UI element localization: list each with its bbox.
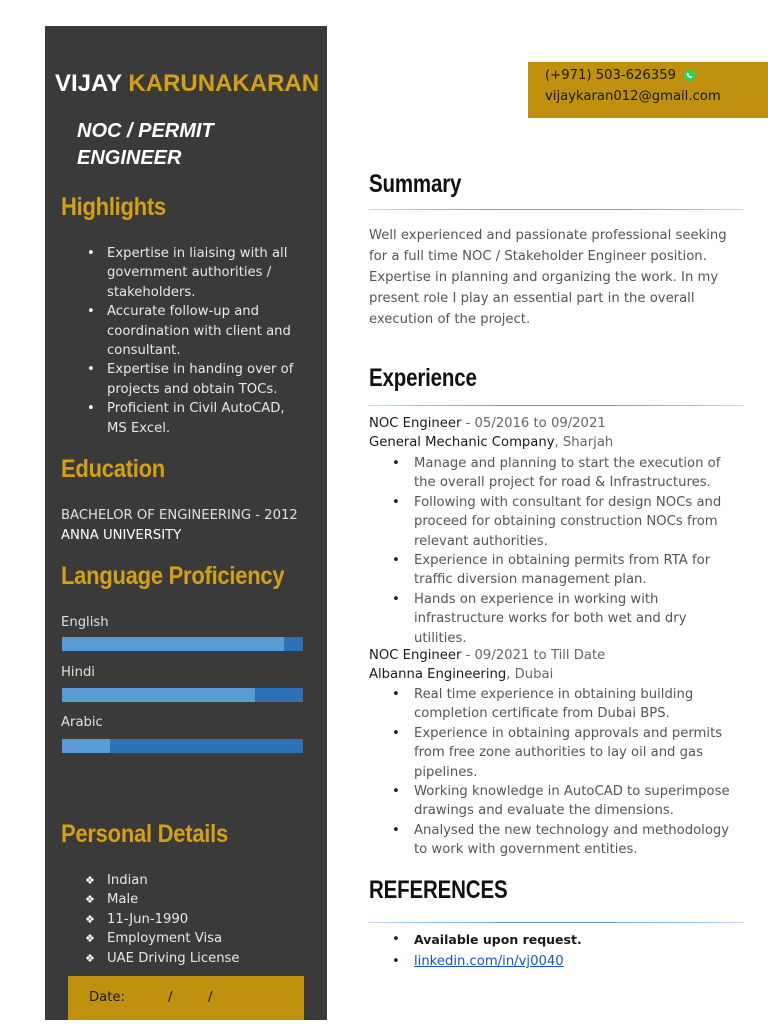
date-box [68,976,304,1020]
last-name: KARUNAKARAN [128,70,320,97]
responsibility-item: • Analysed the new technology and methodology to work with government entities. [392,821,732,860]
job-title [369,648,605,663]
education-university: ANNA UNIVERSITY [61,528,182,543]
contact-email[interactable]: vijaykaran012@gmail.com [545,89,721,104]
summary-text: Well experienced and passionate professional seeking for a full time NOC / Stakeholder Engineer position. Expertise in planning and organizing the work. In my present role I play an essential part in the overall execution of the project. [369,228,727,327]
reference-item [392,951,582,972]
contact-box [528,62,768,118]
highlight-item: • Proficient in Civil AutoCAD, MS Excel. [85,399,305,438]
language-level-fill [62,739,110,753]
company-name: General Mechanic Company [369,435,555,450]
date-label: Date: [89,990,125,1005]
language-level-fill [62,637,284,651]
personal-detail-item: ❖ UAE Driving License [85,949,240,968]
responsibility-item: • Hands on experience in working with infrastructure works for both wet and dry utilities. [392,590,732,648]
personal-detail-item: ❖ Male [85,890,240,909]
responsibility-item: • Experience in obtaining permits from RTA for traffic diversion management plan. [392,551,732,590]
highlight-item: • Expertise in handing over of projects and obtain TOCs. [85,360,305,399]
reference-item [392,929,582,951]
job-company [369,435,613,450]
language-heading: Language Proficiency [61,562,285,590]
personal-detail-item: ❖ 11-Jun-1990 [85,910,240,929]
education-degree: BACHELOR OF ENGINEERING - 2012 [61,508,298,523]
responsibility-item: • Working knowledge in AutoCAD to superimpose drawings and evaluate the dimensions. [392,782,732,821]
highlight-item: • Accurate follow-up and coordination with client and consultant. [85,302,305,360]
responsibility-item: • Manage and planning to start the execution of the overall project for road & Infrastructures. [392,454,732,493]
job-title [369,416,606,431]
company-location: , Sharjah [554,435,614,450]
references-heading: REFERENCES [369,876,508,904]
references-list [392,929,582,972]
candidate-name [55,70,319,98]
phone-number[interactable]: (+971) 503-626359 [545,68,676,83]
experience-heading: Experience [369,364,477,392]
section-divider [369,209,743,210]
language-name: English [61,615,109,630]
responsibility-item: • Real time experience in obtaining building completion certificate from Dubai BPS. [392,685,732,724]
language-name: Hindi [61,665,95,680]
job-dates: - 05/2016 to 09/2021 [461,416,606,431]
education-heading: Education [61,455,165,483]
personal-detail-item: ❖ Employment Visa [85,929,240,948]
responsibility-item: • Experience in obtaining approvals and permits from free zone authorities to lay oil and gas pipelines. [392,724,732,782]
job-dates: - 09/2021 to Till Date [461,648,606,663]
personal-detail-item: ❖ Indian [85,871,240,890]
language-name: Arabic [61,715,103,730]
summary-heading: Summary [369,170,462,198]
highlights-heading: Highlights [61,193,166,221]
job-responsibilities [392,454,732,648]
highlights-list [85,244,305,438]
section-divider [369,922,743,923]
language-level-fill [62,688,255,702]
company-location: , Dubai [506,667,554,682]
phone-icon [684,70,695,81]
date-separator: / [168,990,173,1005]
language-level-bar [62,739,303,753]
job-role-title: NOC / PERMIT ENGINEER [77,120,214,169]
company-name: Albanna Engineering [369,667,507,682]
first-name: VIJAY [55,70,122,97]
contact-phone [545,68,695,83]
section-divider [369,405,743,406]
personal-details-list [85,871,240,968]
responsibility-item: • Following with consultant for design NOCs and proceed for obtaining construction NOCs from relevant authorities. [392,493,732,551]
language-level-bar [62,637,303,651]
linkedin-link[interactable]: linkedin.com/in/vj0040 [414,954,564,969]
job-company [369,667,553,682]
job-role: NOC Engineer [369,416,462,431]
references-available: Available upon request. [414,932,582,947]
job-responsibilities [392,685,732,860]
personal-details-heading: Personal Details [61,820,228,848]
highlight-item: • Expertise in liaising with all government authorities / stakeholders. [85,244,305,302]
job-role: NOC Engineer [369,648,462,663]
language-level-bar [62,688,303,702]
date-separator: / [208,990,213,1005]
